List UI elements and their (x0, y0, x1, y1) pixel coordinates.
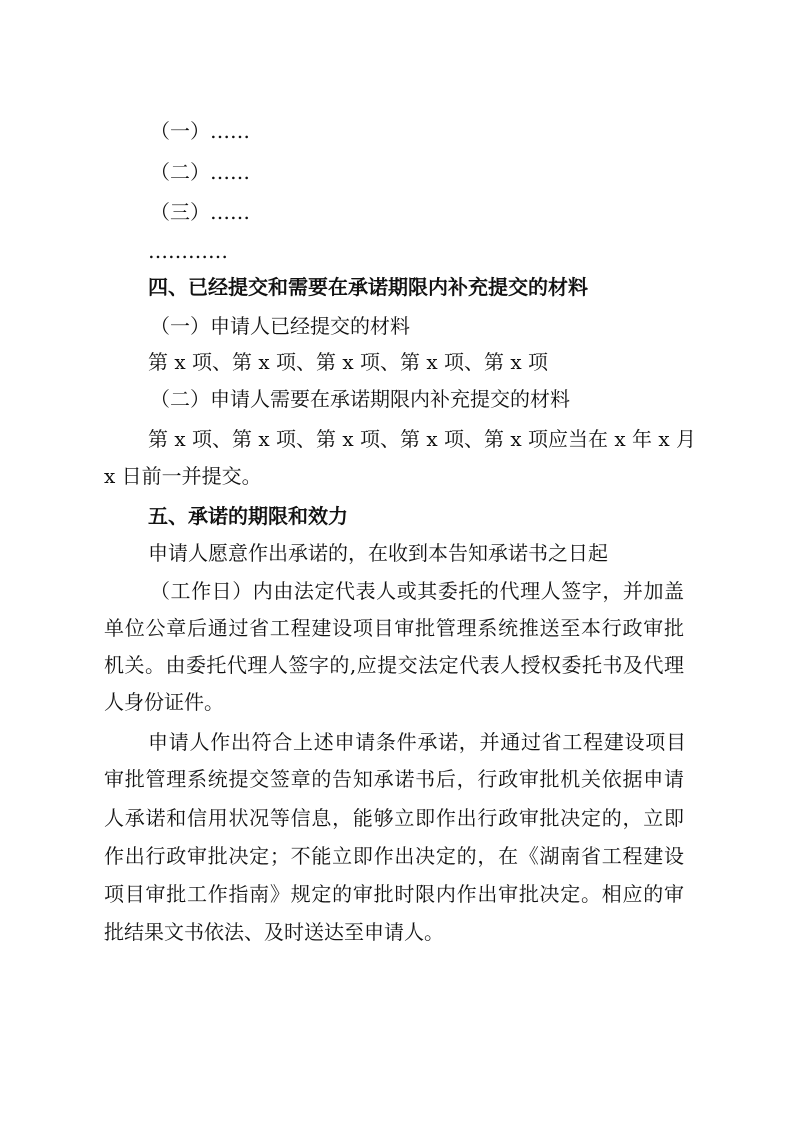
section-heading-4: 四、已经提交和需要在承诺期限内补充提交的材料 (148, 275, 588, 299)
paragraph-line: 人身份证件。 (104, 690, 224, 714)
paragraph-line: 批结果文书依法、及时送达至申请人。 (104, 920, 444, 944)
subheading-submitted-materials: （一）申请人已经提交的材料 (150, 314, 410, 338)
subheading-supplementary-materials: （二）申请人需要在承诺期限内补充提交的材料 (150, 387, 570, 411)
paragraph-line: 申请人作出符合上述申请条件承诺，并通过省工程建设项目 (148, 730, 686, 754)
paragraph-line: 第 x 项、第 x 项、第 x 项、第 x 项、第 x 项应当在 x 年 x 月 (148, 427, 696, 451)
paragraph-line: 申请人愿意作出承诺的，在收到本告知承诺书之日起 (148, 541, 608, 565)
ellipsis-line: ………… (148, 239, 228, 263)
paragraph-line: x 日前一并提交。 (104, 464, 262, 488)
paragraph-line: 机关。由委托代理人签字的,应提交法定代表人授权委托书及代理 (104, 653, 684, 677)
paragraph-line: 项目审批工作指南》规定的审批时限内作出审批决定。相应的审 (104, 882, 684, 906)
paragraph-line: 第 x 项、第 x 项、第 x 项、第 x 项、第 x 项 (148, 350, 548, 374)
list-item-2: （二）…… (150, 160, 250, 184)
paragraph-line: 作出行政审批决定；不能立即作出决定的，在《湖南省工程建设 (104, 844, 684, 868)
paragraph-line: 单位公章后通过省工程建设项目审批管理系统推送至本行政审批 (104, 616, 684, 640)
paragraph-line: 审批管理系统提交签章的告知承诺书后，行政审批机关依据申请 (104, 767, 684, 791)
list-item-3: （三）…… (150, 200, 250, 224)
paragraph-line: 人承诺和信用状况等信息，能够立即作出行政审批决定的，立即 (104, 806, 684, 830)
section-heading-5: 五、承诺的期限和效力 (148, 504, 348, 528)
paragraph-line: （工作日）内由法定代表人或其委托的代理人签字，并加盖 (150, 579, 684, 603)
list-item-1: （一）…… (150, 119, 250, 143)
